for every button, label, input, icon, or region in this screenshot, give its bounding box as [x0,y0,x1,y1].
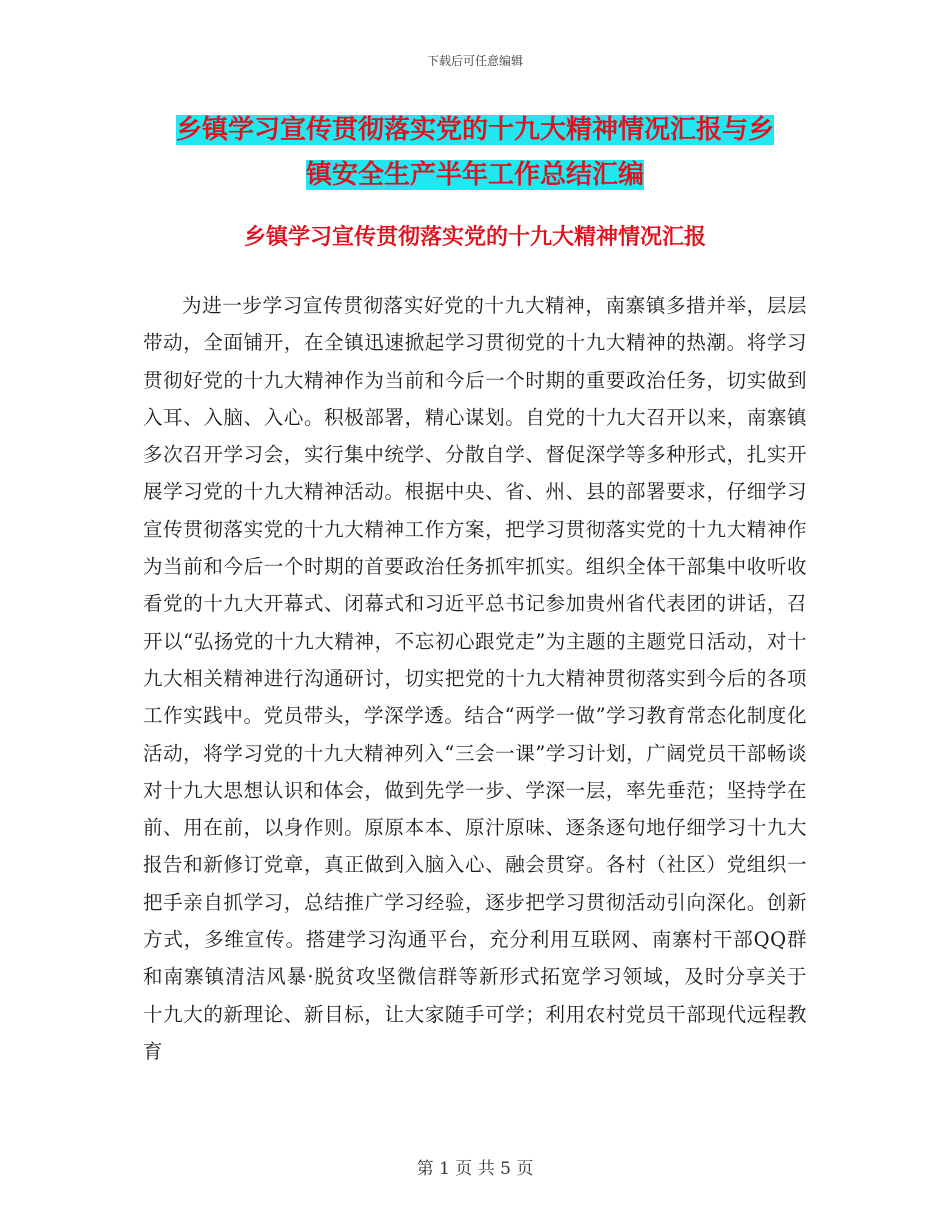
section-title: 乡镇学习宣传贯彻落实党的十九大精神情况汇报 [243,225,706,250]
document-title-line-1: 乡镇学习宣传贯彻落实党的十九大精神情况汇报与乡 [175,115,774,145]
document-title-line-2: 镇安全生产半年工作总结汇编 [305,160,644,190]
header-note: 下载后可任意编辑 [426,54,523,68]
page-number: 第 1 页 共 5 页 [416,1159,534,1179]
body-paragraph: 为进一步学习宣传贯彻落实好党的十九大精神，南寨镇多措并举，层层带动，全面铺开，在全镇迅速掀起学习贯彻党的十九大精神的热潮。将学习贯彻好党的十九大精神作为当前和今后一个时期的重要政治任务，切实做到入耳、入脑、入心。积极部署，精心谋划。自党的十九大召开以来，南寨镇多次召开学习会，实行集中统学、分散自学、督促深学等多种形式，扎实开展学习党的十九大精神活动。根据中央、省、州、县的部署要求，仔细学习宣传贯彻落实党的十九大精神工作方案，把学习贯彻落实党的十九大精神作为当前和今后一个时期的首要政治任务抓牢抓实。组织全体干部集中收听收看党的十九大开幕式、闭幕式和习近平总书记参加贵州省代表团的讲话，召开以“弘扬党的十九大精神，不忘初心跟党走”为主题的主题党日活动，对十九大相关精神进行沟通研讨，切实把党的十九大精神贯彻落实到今后的各项工作实践中。党员带头，学深学透。结合“两学一做”学习教育常态化制度化活动，将学习党的十九大精神列入“三会一课”学习计划，广阔党员干部畅谈对十九大思想认识和体会，做到先学一步、学深一层，率先垂范；坚持学在前、用在前，以身作则。原原本本、原汁原味、逐条逐句地仔细学习十九大报告和新修订党章，真正做到入脑入心、融会贯穿。各村（社区）党组织一把手亲自抓学习，总结推广学习经验，逐步把学习贯彻活动引向深化。创新方式，多维宣传。搭建学习沟通平台，充分利用互联网、南寨村干部QQ群和南寨镇清洁风暴·脱贫攻坚微信群等新形式拓宽学习领域，及时分享关于十九大的新理论、新目标，让大家随手可学；利用农村党员干部现代远程教育 [143,294,807,1063]
document-title [150,108,800,198]
